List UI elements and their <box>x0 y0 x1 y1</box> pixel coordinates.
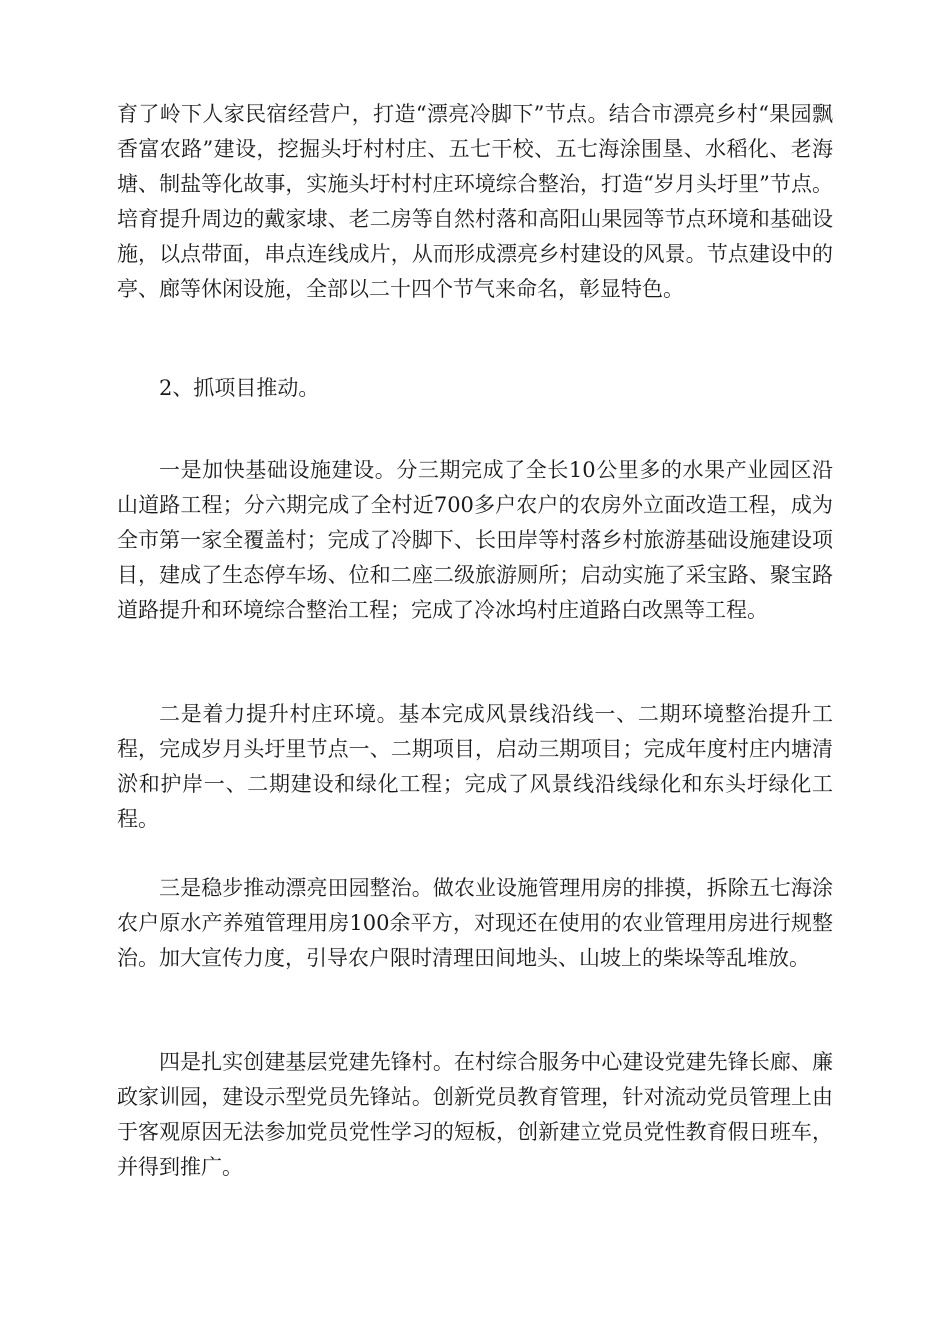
paragraph-infrastructure: 一是加快基础设施建设。分三期完成了全长10公里多的水果产业园区沿山道路工程；分六期完成了全村近700多户农户的农房外立面改造工程，成为全市第一家全覆盖村；完成了冷脚下、长田岸等村落乡村旅游基础设施建设项目，建成了生态停车场、位和二座二级旅游厕所；启动实施了采宝路、聚宝路道路提升和环境综合整治工程；完成了冷冰坞村庄道路白改黑等工程。 <box>117 458 833 622</box>
section-heading: 2、抓项目推动。 <box>159 376 320 400</box>
paragraph-party-building: 四是扎实创建基层党建先锋村。在村综合服务中心建设党建先锋长廊、廉政家训园，建设示型党员先锋站。创新党员教育管理，针对流动党员管理上由于客观原因无法参加党员党性学习的短板，创新建立党员党性教育假日班车，并得到推广。 <box>117 1050 833 1179</box>
paragraph-village-environment: 二是着力提升村庄环境。基本完成风景线沿线一、二期环境整治提升工程，完成岁月头圩里节点一、二期项目，启动三期项目；完成年度村庄内塘清淤和护岸一、二期建设和绿化工程；完成了风景线沿线绿化和东头圩绿化工程。 <box>117 702 833 831</box>
paragraph-field-improvement: 三是稳步推动漂亮田园整治。做农业设施管理用房的排摸，拆除五七海涂农户原水产养殖管理用房100余平方，对现还在使用的农业管理用房进行规整治。加大宣传力度，引导农户限时清理田间地头、山坡上的柴垛等乱堆放。 <box>117 876 833 970</box>
paragraph-continuation: 育了岭下人家民宿经营户，打造“漂亮冷脚下”节点。结合市漂亮乡村“果园飘香富农路”建设，挖掘头圩村村庄、五七干校、五七海涂围垦、水稻化、老海塘、制盐等化故事，实施头圩村村庄环境综合整治，打造“岁月头圩里”节点。培育提升周边的戴家埭、老二房等自然村落和高阳山果园等节点环境和基础设施，以点带面，串点连线成片，从而形成漂亮乡村建设的风景。节点建设中的亭、廊等休闲设施，全部以二十四个节气来命名，彰显特色。 <box>117 102 833 301</box>
